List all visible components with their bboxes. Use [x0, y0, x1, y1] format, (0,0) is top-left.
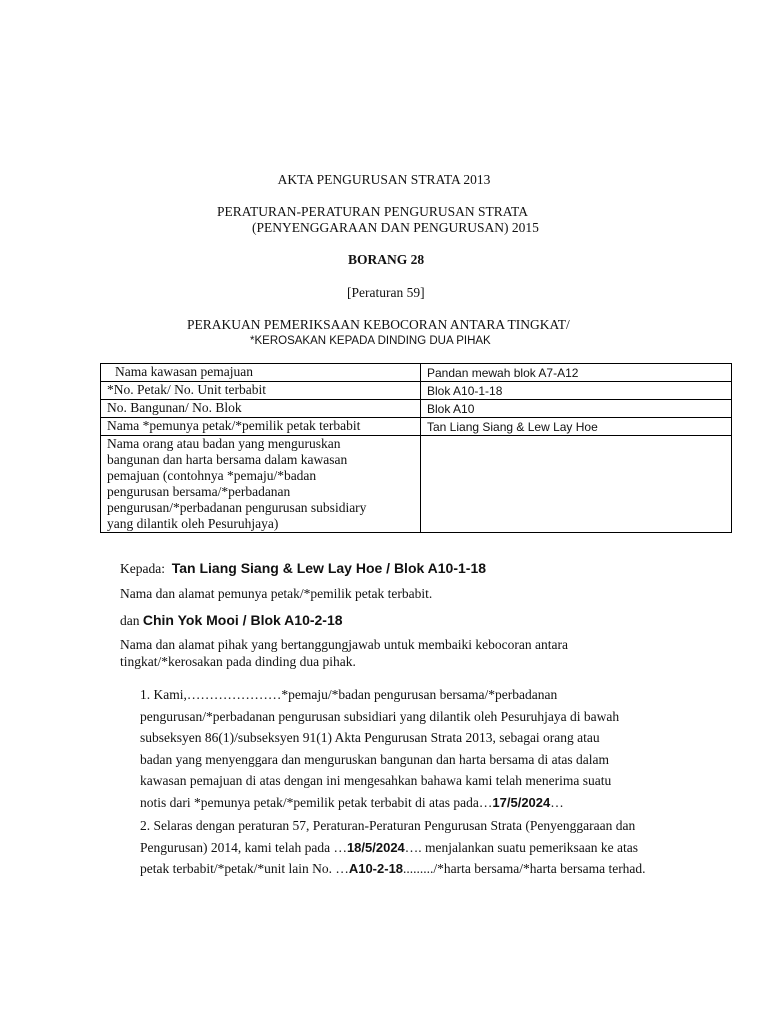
paragraph-line: [140, 858, 720, 880]
recipient-line: [120, 559, 486, 578]
regulations-title-line1: PERATURAN-PERATURAN PENGURUSAN STRATA: [217, 204, 528, 219]
table-label-line: Nama orang atau badan yang menguruskan: [107, 436, 341, 451]
table-label-unit-no: *No. Petak/ No. Unit terbabit: [101, 382, 421, 400]
paragraph-2: [140, 815, 720, 880]
paragraph-line: [140, 837, 720, 859]
table-label-development-name: Nama kawasan pemajuan: [101, 364, 421, 382]
paragraph-line: badan yang menyenggara dan menguruskan bangunan dan harta bersama di atas dalam: [140, 751, 609, 767]
table-value-development-name: Pandan mewah blok A7-A12: [421, 364, 732, 382]
table-label-owner-name: Nama *pemunya petak/*pemilik petak terbabit: [101, 418, 421, 436]
table-value-unit-no: Blok A10-1-18: [421, 382, 732, 400]
notice-ellipsis: …: [550, 794, 564, 810]
recipient-caption: Nama dan alamat pemunya petak/*pemilik petak terbabit.: [120, 586, 433, 601]
paragraph-line: [140, 792, 720, 814]
table-row: [101, 382, 732, 400]
notice-date: 17/5/2024: [492, 794, 551, 810]
recipient-name: Tan Liang Siang & Lew Lay Hoe / Blok A10-1-18: [171, 560, 487, 576]
unit-text: petak terbabit/*petak/*unit lain No. …: [140, 861, 349, 876]
table-row: [101, 364, 732, 382]
paragraph-line: kawasan pemajuan di atas dengan ini mengesahkan bahawa kami telah menerima suatu: [140, 773, 612, 788]
table-value-management-body: [421, 436, 732, 533]
paragraph-1: [140, 684, 720, 813]
table-label-line: bangunan dan harta bersama dalam kawasan: [107, 452, 348, 467]
table-value-block-no: Blok A10: [421, 400, 732, 418]
paragraph-line: pengurusan/*perbadanan pengurusan subsidiari yang dilantik oleh Pesuruhjaya di bawah: [140, 708, 620, 724]
development-info-table: [100, 363, 732, 533]
inspected-unit: A10-2-18: [348, 861, 404, 876]
act-title: AKTA PENGURUSAN STRATA 2013: [277, 172, 491, 187]
notice-text: notis dari *pemunya petak/*pemilik petak terbabit di atas pada…: [140, 794, 493, 810]
table-row: [101, 400, 732, 418]
to-label: Kepada:: [120, 561, 165, 576]
inspection-text: Pengurusan) 2014, kami telah pada …: [140, 839, 347, 855]
regulation-reference: [Peraturan 59]: [347, 285, 425, 300]
responsible-party-line: [120, 611, 343, 630]
and-label: dan: [120, 613, 140, 628]
responsible-party-caption-line2: tingkat/*kerosakan pada dinding dua pihak.: [120, 654, 356, 669]
table-label-management-body: [101, 436, 421, 533]
inspection-date: 18/5/2024: [346, 839, 405, 855]
table-label-line: pengurusan/*perbadanan pengurusan subsidiary: [107, 500, 367, 515]
paragraph-line: 2. Selaras dengan peraturan 57, Peraturan-Peraturan Pengurusan Strata (Penyenggaraan dan: [140, 818, 636, 833]
table-label-line: yang dilantik oleh Pesuruhjaya): [107, 516, 279, 531]
responsible-party-caption-line1: Nama dan alamat pihak yang bertanggungjawab untuk membaiki kebocoran antara: [120, 637, 568, 652]
regulations-title-line2: (PENYENGGARAAN DAN PENGURUSAN) 2015: [252, 220, 539, 235]
table-row: [101, 436, 732, 533]
certificate-title-line1: PERAKUAN PEMERIKSAAN KEBOCORAN ANTARA TINGKAT/: [187, 317, 570, 332]
form-number: BORANG 28: [348, 252, 425, 267]
table-row: [101, 418, 732, 436]
responsible-party-name: Chin Yok Mooi / Blok A10-2-18: [142, 612, 343, 628]
inspection-text-post: …. menjalankan suatu pemeriksaan ke atas: [404, 839, 638, 855]
unit-text-post: ........./*harta bersama/*harta bersama terhad.: [403, 861, 646, 876]
paragraph-line: subseksyen 86(1)/subseksyen 91(1) Akta Pengurusan Strata 2013, sebagai orang atau: [140, 730, 600, 745]
table-label-line: pengurusan bersama/*perbadanan: [107, 484, 291, 499]
table-value-owner-name: Tan Liang Siang & Lew Lay Hoe: [421, 418, 732, 436]
table-label-block-no: No. Bangunan/ No. Blok: [101, 400, 421, 418]
table-label-line: pemajuan (contohnya *pemaju/*badan: [107, 468, 317, 483]
certificate-title-line2: *KEROSAKAN KEPADA DINDING DUA PIHAK: [250, 335, 491, 347]
paragraph-line: 1. Kami,…………………*pemaju/*badan pengurusan bersama/*perbadanan: [140, 687, 558, 702]
